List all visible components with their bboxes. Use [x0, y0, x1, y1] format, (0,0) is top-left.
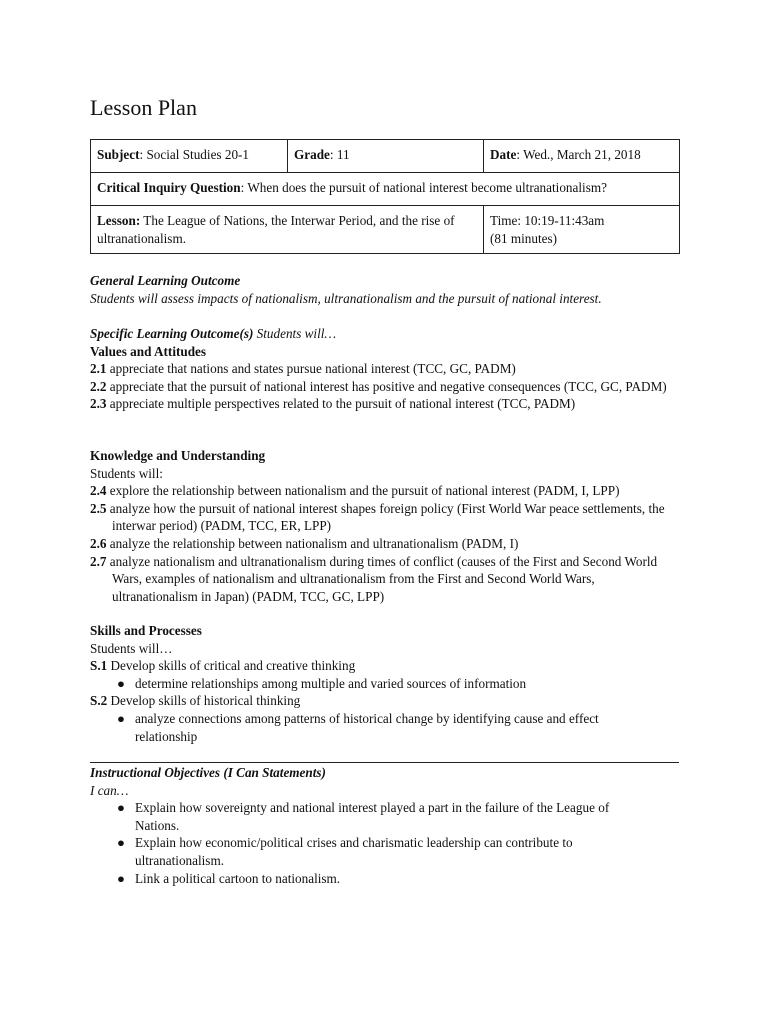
list-item — [90, 710, 630, 745]
section-divider — [90, 762, 679, 763]
skill-s2-bullets — [90, 710, 630, 745]
specific-outcome-lead: Students will… — [253, 326, 337, 341]
knowledge-lead: Students will: — [90, 465, 163, 481]
knowledge-item-2-5 — [90, 500, 702, 535]
item-text: Develop skills of critical and creative thinking — [107, 658, 356, 674]
item-text: appreciate that the pursuit of national interest has positive and negative consequences (TCC, GC, PADM) — [106, 378, 667, 394]
info-row-3 — [91, 206, 680, 254]
time-duration: (81 minutes) — [490, 230, 558, 246]
values-heading: Values and Attitudes — [90, 343, 207, 359]
general-outcome-section — [90, 272, 690, 307]
list-item — [90, 799, 650, 834]
lesson-value: The League of Nations, the Interwar Period, and the rise of ultranationalism. — [97, 213, 455, 246]
date-label: Date — [490, 147, 517, 162]
item-number: 2.7 — [90, 553, 107, 569]
item-text: appreciate multiple perspectives related to the pursuit of national interest (TCC, PADM) — [106, 396, 576, 412]
item-text: appreciate that nations and states pursue national interest (TCC, GC, PADM) — [106, 361, 516, 377]
item-number: S.2 — [90, 693, 108, 709]
objectives-lead: I can… — [90, 782, 129, 798]
specific-outcome-heading: Specific Learning Outcome(s) — [90, 326, 254, 341]
subject-label: Subject — [97, 147, 140, 162]
list-item — [90, 675, 690, 693]
specific-outcome-section — [90, 325, 690, 413]
bullet-icon: ● — [117, 675, 125, 691]
item-number: 2.3 — [90, 396, 107, 412]
grade-label: Grade — [294, 147, 330, 162]
bullet-icon: ● — [117, 870, 125, 886]
knowledge-item-2-7 — [90, 553, 682, 606]
subject-value: : Social Studies 20-1 — [139, 147, 250, 162]
objectives-list — [90, 799, 650, 887]
inquiry-question-label: Critical Inquiry Question — [97, 180, 241, 195]
date-cell — [484, 140, 680, 173]
skill-s2 — [90, 692, 690, 710]
lesson-cell — [91, 206, 484, 254]
objective-text: Explain how sovereignty and national interest played a part in the failure of the League of Nations. — [135, 800, 610, 833]
bullet-icon: ● — [117, 710, 125, 726]
knowledge-heading: Knowledge and Understanding — [90, 448, 266, 463]
bullet-icon: ● — [117, 800, 125, 816]
item-number: 2.5 — [90, 500, 107, 516]
item-number: 2.4 — [90, 483, 107, 499]
info-row-1 — [91, 140, 680, 173]
values-item-2-3 — [90, 395, 682, 413]
general-outcome-heading: General Learning Outcome — [90, 273, 241, 288]
page-title: Lesson Plan — [90, 95, 197, 120]
item-number: S.1 — [90, 658, 108, 674]
item-number: 2.1 — [90, 361, 107, 377]
skills-lead: Students will… — [90, 640, 173, 656]
skill-s1 — [90, 657, 690, 675]
bullet-text: analyze connections among patterns of historical change by identifying cause and effect relationship — [135, 710, 599, 744]
time-cell — [484, 206, 680, 254]
skills-heading: Skills and Processes — [90, 623, 202, 638]
item-text: Develop skills of historical thinking — [107, 693, 301, 709]
date-value: : Wed., March 21, 2018 — [516, 147, 641, 162]
list-item — [90, 870, 650, 888]
knowledge-section — [90, 447, 690, 605]
objective-text: Explain how economic/political crises and charismatic leadership can contribute to ultranationalism. — [135, 835, 573, 868]
list-item — [90, 834, 650, 869]
item-number: 2.2 — [90, 378, 107, 394]
values-item-2-2 — [90, 378, 682, 396]
item-text: explore the relationship between nationalism and the pursuit of national interest (PADM, I, LPP) — [106, 483, 620, 499]
knowledge-item-2-6 — [90, 535, 702, 553]
objective-text: Link a political cartoon to nationalism. — [135, 870, 341, 886]
specific-outcome-heading-line — [90, 325, 690, 343]
lesson-label: Lesson: — [97, 213, 141, 228]
item-number: 2.6 — [90, 535, 107, 551]
knowledge-item-2-4 — [90, 482, 702, 500]
skill-s1-bullets — [90, 675, 690, 693]
grade-value: : 11 — [329, 147, 350, 162]
lesson-info-table — [90, 139, 680, 254]
info-row-2 — [91, 173, 680, 206]
objectives-heading: Instructional Objectives (I Can Statements) — [90, 765, 326, 780]
item-text: analyze nationalism and ultranationalism during times of conflict (causes of the First and Second World Wars, examples of nationalism and ultranationalism from the First and Second World Wars, ultranationalism in Japan) (PADM, TCC, GC, LPP) — [106, 553, 658, 604]
item-text: analyze the relationship between nationalism and ultranationalism (PADM, I) — [106, 535, 519, 551]
grade-cell — [288, 140, 484, 173]
skills-section — [90, 622, 690, 745]
item-text: analyze how the pursuit of national interest shapes foreign policy (First World War peace settlements, the interwar period) (PADM, TCC, ER, LPP) — [106, 500, 665, 534]
bullet-icon: ● — [117, 835, 125, 851]
general-outcome-text: Students will assess impacts of nationalism, ultranationalism and the pursuit of national interest. — [90, 290, 602, 306]
inquiry-question-cell — [91, 173, 680, 206]
inquiry-question-value: : When does the pursuit of national interest become ultranationalism? — [240, 180, 607, 195]
time-range: Time: 10:19-11:43am — [490, 213, 605, 228]
subject-cell — [91, 140, 288, 173]
bullet-text: determine relationships among multiple and varied sources of information — [135, 675, 527, 691]
objectives-section — [90, 764, 690, 887]
values-item-2-1 — [90, 360, 682, 378]
